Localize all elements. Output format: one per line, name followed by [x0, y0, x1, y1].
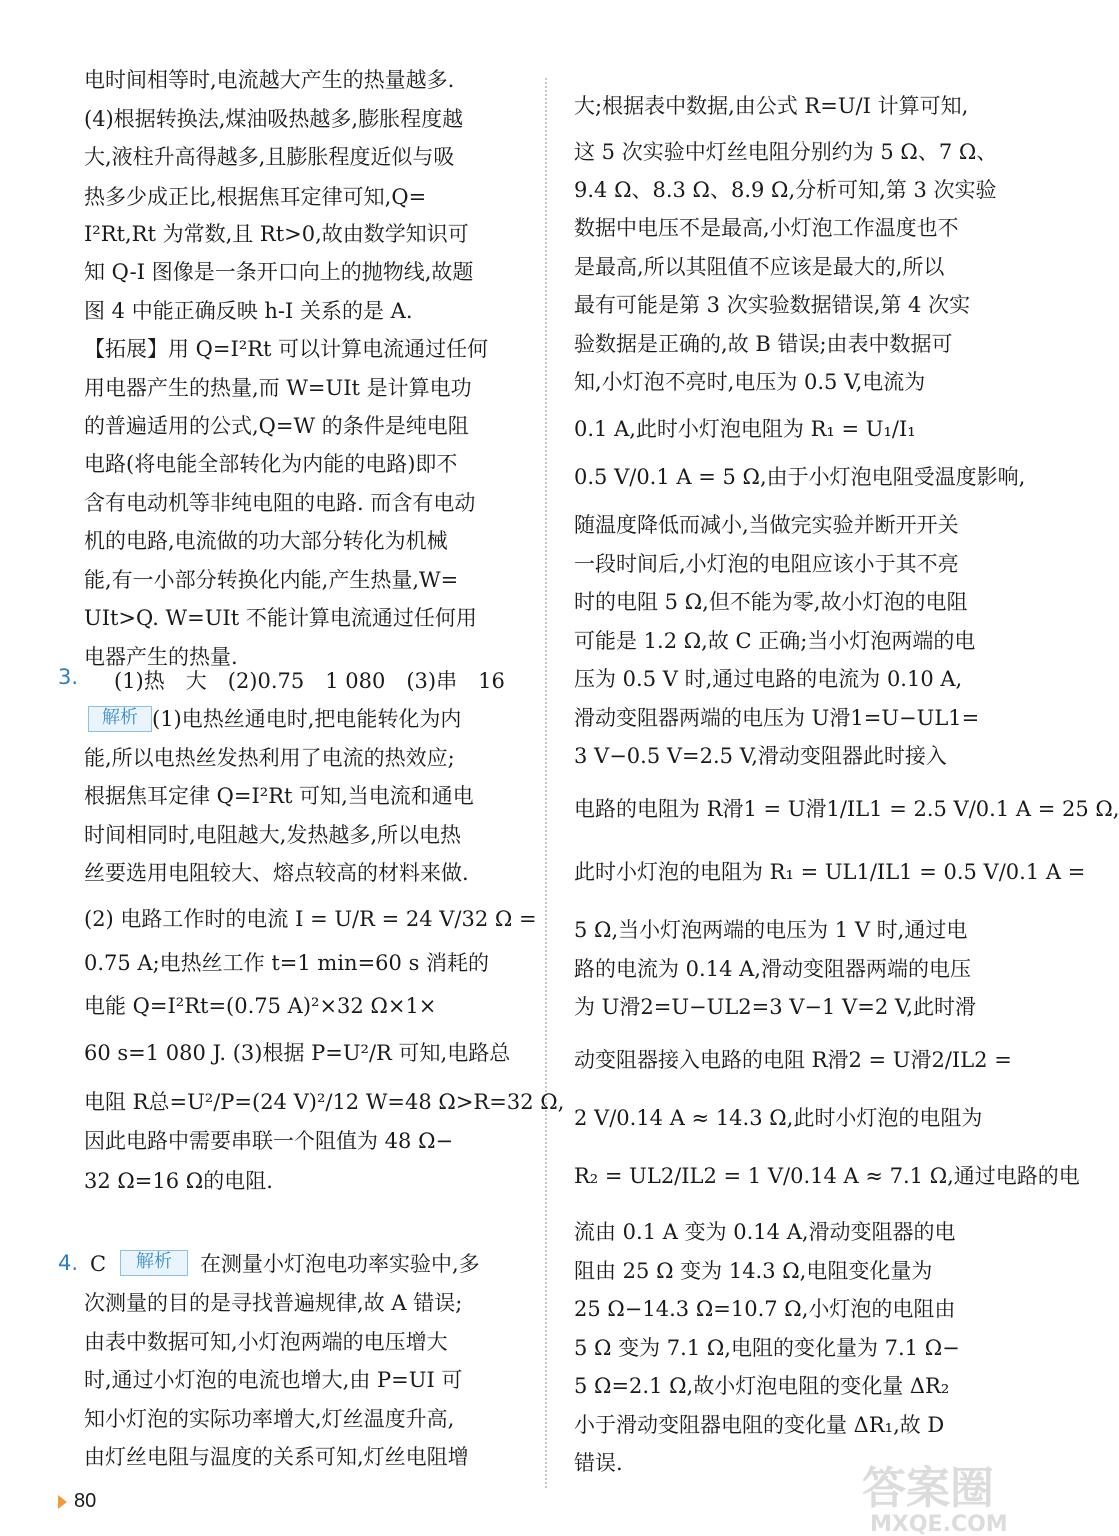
text-line: I²Rt,Rt 为常数,且 Rt>0,故由数学知识可	[84, 222, 469, 246]
text-line: 错误.	[574, 1451, 623, 1475]
watermark-text-url: MXQE.COM	[870, 1512, 1008, 1536]
text-line: 为 U滑2=U−UL2=3 V−1 V=2 V,此时滑	[574, 995, 977, 1019]
text-line: 根据焦耳定律 Q=I²Rt 可知,当电流和通电	[84, 784, 474, 808]
text-line: 电时间相等时,电流越大产生的热量越多.	[84, 68, 455, 92]
column-divider	[545, 78, 547, 1488]
text-line: C	[90, 1252, 107, 1276]
text-line: 60 s=1 080 J. (3)根据 P=U²/R 可知,电路总	[84, 1041, 511, 1065]
text-line: 在测量小灯泡电功率实验中,多	[200, 1252, 480, 1276]
text-line: 9.4 Ω、8.3 Ω、8.9 Ω,分析可知,第 3 次实验	[574, 178, 997, 202]
text-line: 知 Q-I 图像是一条开口向上的抛物线,故题	[84, 260, 474, 284]
text-line: 随温度降低而减小,当做完实验并断开开关	[574, 513, 959, 537]
text-line: 热多少成正比,根据焦耳定律可知,Q=	[84, 185, 427, 209]
text-line: 路的电流为 0.14 A,滑动变阻器两端的电压	[574, 957, 971, 981]
text-line: 能,所以电热丝发热利用了电流的热效应;	[84, 746, 455, 770]
text-line: 压为 0.5 V 时,通过电路的电流为 0.10 A,	[574, 667, 963, 691]
watermark-logo	[858, 1455, 1028, 1536]
text-line: 验数据是正确的,故 B 错误;由表中数据可	[574, 332, 953, 356]
text-line: 【拓展】用 Q=I²Rt 可以计算电流通过任何	[84, 337, 489, 361]
text-line: 此时小灯泡的电阻为 R₁ = UL1/IL1 = 0.5 V/0.1 A =	[574, 860, 1086, 884]
text-line: 32 Ω=16 Ω的电阻.	[84, 1169, 273, 1193]
text-line: 次测量的目的是寻找普遍规律,故 A 错误;	[84, 1291, 463, 1315]
text-line: 动变阻器接入电路的电阻 R滑2 = U滑2/IL2 =	[574, 1048, 1012, 1072]
text-line: UIt>Q. W=UIt 不能计算电流通过任何用	[84, 606, 477, 630]
text-line: 能,有一小部分转换化内能,产生热量,W=	[84, 568, 459, 592]
text-line: 因此电路中需要串联一个阻值为 48 Ω−	[84, 1129, 454, 1153]
text-line: 最有可能是第 3 次实验数据错误,第 4 次实	[574, 293, 971, 317]
text-line: 含有电动机等非纯电阻的电路. 而含有电动	[84, 491, 476, 515]
question-number-3: 3.	[58, 665, 79, 689]
analysis-tag: 解析	[120, 1250, 188, 1276]
page-marker-icon	[58, 1495, 67, 1509]
text-line: 25 Ω−14.3 Ω=10.7 Ω,小灯泡的电阻由	[574, 1297, 956, 1321]
analysis-tag: 解析	[88, 706, 152, 732]
text-line: 0.75 A;电热丝工作 t=1 min=60 s 消耗的	[84, 951, 490, 975]
text-line: 5 Ω,当小灯泡两端的电压为 1 V 时,通过电	[574, 918, 968, 942]
text-line: 0.5 V/0.1 A = 5 Ω,由于小灯泡电阻受温度影响,	[574, 465, 1026, 489]
text-line: 一段时间后,小灯泡的电阻应该小于其不亮	[574, 552, 959, 576]
text-line: 时,通过小灯泡的电流也增大,由 P=UI 可	[84, 1368, 463, 1392]
text-line: 电能 Q=I²Rt=(0.75 A)²×32 Ω×1×	[84, 994, 437, 1018]
text-line: 5 Ω 变为 7.1 Ω,电阻的变化量为 7.1 Ω−	[574, 1336, 960, 1360]
text-line: 知小灯泡的实际功率增大,灯丝温度升高,	[84, 1407, 455, 1431]
text-line: 丝要选用电阻较大、熔点较高的材料来做.	[84, 861, 469, 885]
text-line: 电阻 R总=U²/P=(24 V)²/12 W=48 Ω>R=32 Ω,	[84, 1090, 565, 1114]
text-line: 5 Ω=2.1 Ω,故小灯泡电阻的变化量 ΔR₂	[574, 1374, 950, 1398]
text-line: 0.1 A,此时小灯泡电阻为 R₁ = U₁/I₁	[574, 417, 916, 441]
page-number: 80	[74, 1490, 97, 1512]
text-line: 时间相同时,电阻越大,发热越多,所以电热	[84, 823, 462, 847]
text-line: (1)电热丝通电时,把电能转化为内	[152, 707, 462, 731]
text-line: 流由 0.1 A 变为 0.14 A,滑动变阻器的电	[574, 1220, 956, 1244]
text-line: 数据中电压不是最高,小灯泡工作温度也不	[574, 216, 959, 240]
text-line: 的普遍适用的公式,Q=W 的条件是纯电阻	[84, 414, 469, 438]
text-line: 用电器产生的热量,而 W=UIt 是计算电功	[84, 376, 472, 400]
text-line: 时的电阻 5 Ω,但不能为零,故小灯泡的电阻	[574, 590, 968, 614]
text-line: 机的电路,电流做的功大部分转化为机械	[84, 529, 448, 553]
text-line: 由表中数据可知,小灯泡两端的电压增大	[84, 1330, 448, 1354]
text-line: 这 5 次实验中灯丝电阻分别约为 5 Ω、7 Ω、	[574, 140, 998, 164]
text-line: 电路(将电能全部转化为内能的电路)即不	[84, 452, 458, 476]
text-line: 是最高,所以其阻值不应该是最大的,所以	[574, 255, 945, 279]
text-line: (4)根据转换法,煤油吸热越多,膨胀程度越	[84, 107, 464, 131]
text-line: 阻由 25 Ω 变为 14.3 Ω,电阻变化量为	[574, 1259, 933, 1283]
watermark-text-main: 答案圈	[862, 1463, 994, 1514]
text-line: 电路的电阻为 R滑1 = U滑1/IL1 = 2.5 V/0.1 A = 25 Ω,	[574, 797, 1119, 821]
text-line: (1)热 大 (2)0.75 1 080 (3)串 16	[114, 669, 505, 693]
text-line: 3 V−0.5 V=2.5 V,滑动变阻器此时接入	[574, 744, 947, 768]
text-line: 滑动变阻器两端的电压为 U滑1=U−UL1=	[574, 706, 980, 730]
text-line: (2) 电路工作时的电流 I = U/R = 24 V/32 Ω =	[84, 907, 537, 931]
text-line: 大;根据表中数据,由公式 R=U/I 计算可知,	[574, 94, 969, 118]
text-line: 可能是 1.2 Ω,故 C 正确;当小灯泡两端的电	[574, 629, 976, 653]
text-line: 图 4 中能正确反映 h-I 关系的是 A.	[84, 299, 413, 323]
text-line: 由灯丝电阻与温度的关系可知,灯丝电阻增	[84, 1445, 469, 1469]
text-line: 大,液柱升高得越多,且膨胀程度近似与吸	[84, 145, 455, 169]
question-number-4: 4.	[58, 1251, 79, 1275]
text-line: 电器产生的热量.	[84, 645, 238, 669]
text-line: R₂ = UL2/IL2 = 1 V/0.14 A ≈ 7.1 Ω,通过电路的电	[574, 1164, 1080, 1188]
text-line: 知,小灯泡不亮时,电压为 0.5 V,电流为	[574, 370, 926, 394]
text-line: 2 V/0.14 A ≈ 14.3 Ω,此时小灯泡的电阻为	[574, 1106, 983, 1130]
text-line: 小于滑动变阻器电阻的变化量 ΔR₁,故 D	[574, 1413, 945, 1437]
